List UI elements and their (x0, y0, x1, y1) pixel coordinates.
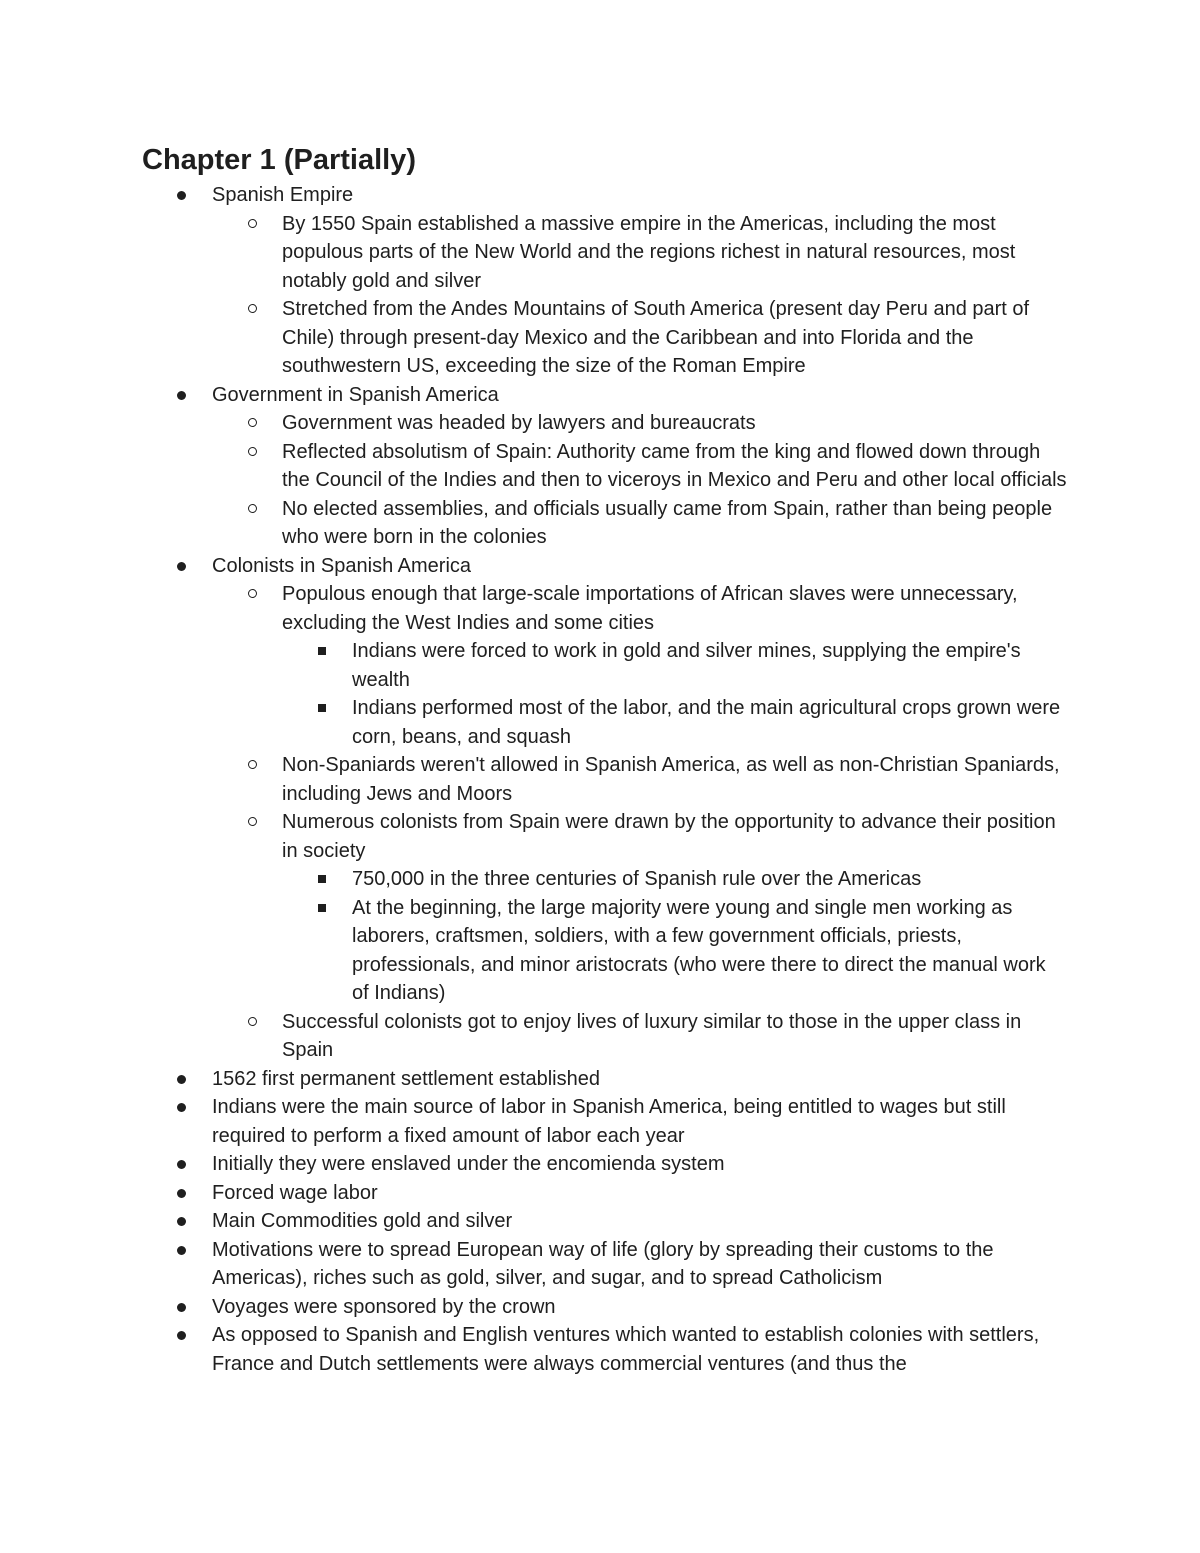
list-item (0, 694, 1067, 751)
list-item-text: Government was headed by lawyers and bureaucrats (282, 412, 756, 434)
list-item-text: By 1550 Spain established a massive empire in the Americas, including the most populous parts of the New World and the regions richest in natural resources, most notably gold and silver (282, 212, 1016, 292)
list-item (0, 1321, 1067, 1378)
list-item (0, 865, 1067, 894)
list-item-text: Voyages were sponsored by the crown (212, 1295, 556, 1318)
list-item-text: Indians were the main source of labor in Spanish America, being entitled to wages but still required to perform a fixed amount of labor each year (212, 1096, 1006, 1147)
list-item-text: Non-Spaniards weren't allowed in Spanish America, as well as non-Christian Spaniards, including Jews and Moors (282, 754, 1060, 805)
list-item (0, 181, 1067, 210)
list-item (0, 495, 1067, 552)
list-item (0, 295, 1067, 381)
list-item-text: As opposed to Spanish and English ventures which wanted to establish colonies with settlers, France and Dutch settlements were always commercial ventures (and thus the (212, 1324, 1040, 1375)
list-item-text: Successful colonists got to enjoy lives of luxury similar to those in the upper class in Spain (282, 1010, 1022, 1061)
list-item (0, 210, 1067, 296)
list-item-text: Indians performed most of the labor, and the main agricultural crops grown were corn, beans, and squash (352, 697, 1061, 748)
list-item (0, 808, 1067, 865)
list-item (0, 894, 1067, 1008)
list-item (0, 1236, 1067, 1293)
bullet-list (0, 181, 1200, 1378)
list-item (0, 751, 1067, 808)
list-item-text: Spanish Empire (212, 184, 354, 206)
list-item (0, 1093, 1067, 1150)
list-item (0, 409, 1067, 438)
list-item (0, 1008, 1067, 1065)
list-item (0, 1207, 1067, 1236)
list-item-text: Reflected absolutism of Spain: Authority came from the king and flowed down through the Council of the Indies and then to viceroys in Mexico and Peru and other local officials (282, 440, 1067, 491)
list-item (0, 438, 1067, 495)
list-item-text: Stretched from the Andes Mountains of South America (present day Peru and part of Chile) through present-day Mexico and the Caribbean and into Florida and the southwestern US, exceeding the size of the Roman Empire (282, 298, 1030, 377)
list-item-text: Government in Spanish America (212, 383, 499, 406)
list-item-text: Initially they were enslaved under the encomienda system (212, 1153, 725, 1175)
list-item (0, 552, 1067, 581)
list-item-text: Colonists in Spanish America (212, 554, 472, 577)
list-item-text: Forced wage labor (212, 1181, 378, 1204)
list-item (0, 580, 1067, 637)
list-item-text: At the beginning, the large majority were young and single men working as laborers, craftsmen, soldiers, with a few government officials, priests, professionals, and minor aristocrats (who were there to direct the manual work of Indians) (352, 896, 1046, 1004)
list-item-text: 750,000 in the three centuries of Spanish rule over the Americas (352, 868, 922, 890)
list-item (0, 381, 1067, 410)
list-item (0, 1179, 1067, 1208)
list-item-text: Populous enough that large-scale importations of African slaves were unnecessary, excluding the West Indies and some cities (282, 583, 1018, 634)
list-item (0, 1293, 1067, 1322)
list-item (0, 1065, 1067, 1094)
page-title: Chapter 1 (Partially) (142, 144, 416, 176)
list-item-text: 1562 first permanent settlement established (212, 1067, 600, 1090)
list-item-text: Motivations were to spread European way of life (glory by spreading their customs to the Americas), riches such as gold, silver, and sugar, and to spread Catholicism (212, 1238, 994, 1289)
list-item-text: Indians were forced to work in gold and silver mines, supplying the empire's wealth (352, 640, 1021, 691)
list-item-text: Main Commodities gold and silver (212, 1210, 513, 1232)
list-item (0, 1150, 1067, 1179)
list-item-text: Numerous colonists from Spain were drawn by the opportunity to advance their position in society (282, 811, 1056, 862)
list-item-text: No elected assemblies, and officials usually came from Spain, rather than being people who were born in the colonies (282, 497, 1053, 548)
list-item (0, 637, 1067, 694)
